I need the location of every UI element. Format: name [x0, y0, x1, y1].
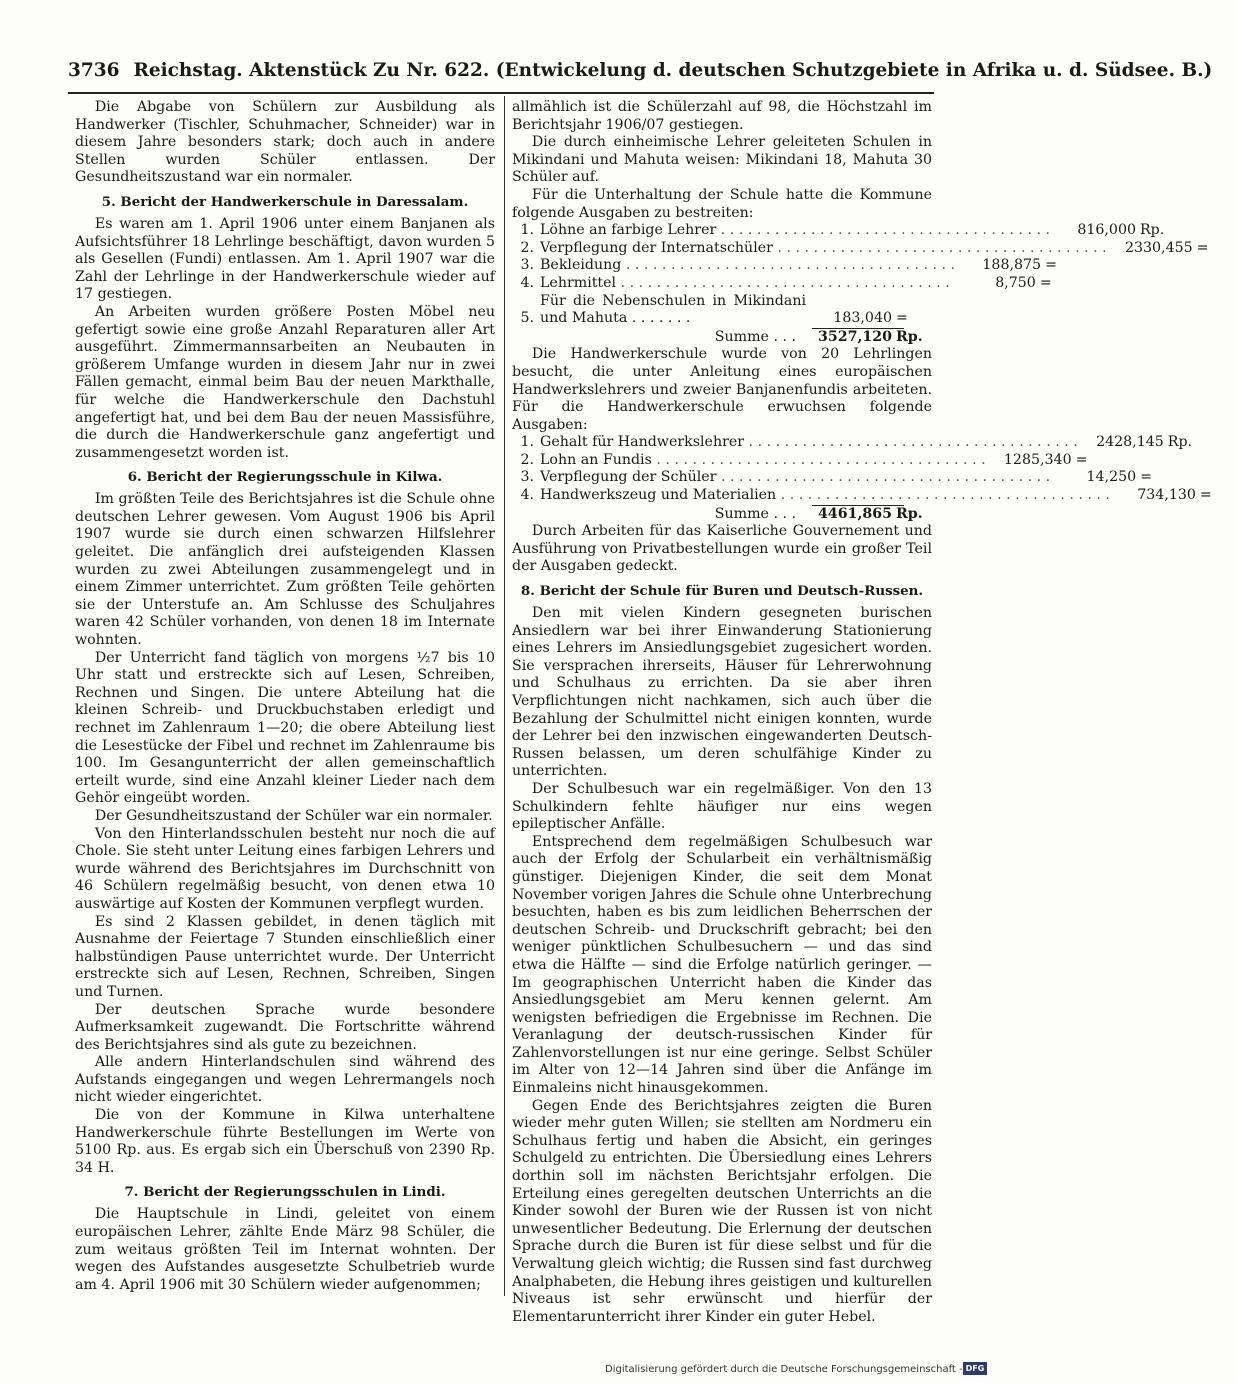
item-amount: 14,250 [1086, 469, 1137, 486]
item-label: Gehalt für Handwerkslehrer . . . [540, 434, 1078, 452]
paragraph: Es waren am 1. April 1906 unter einem Banjanen als Aufsichtsführer 18 Lehrlinge beschäftigt, davon wurden 5 als Gesellen (Fundi) entlassen. Am 1. April 1907 war die Zahl der Lehrlinge in der Handwerkerschule wieder auf 17 gestiegen. [75, 215, 495, 303]
paragraph: Der Schulbesuch war ein regelmäßiger. Von den 13 Schulkindern fehlte häufiger nur eins wegen epileptischer Anfälle. [512, 780, 932, 833]
expense-row [512, 222, 1165, 240]
expense-row [512, 274, 1052, 293]
paragraph: allmählich ist die Schülerzahl auf 98, die Höchstzahl im Berichtsjahr 1906/07 gestiegen. [512, 99, 932, 133]
column-divider [504, 96, 505, 1296]
item-amount: 188,875 [982, 257, 1042, 274]
item-unit: = [1140, 469, 1153, 486]
item-label: Für die Nebenschulen in Mikindani und Mahuta . . . . . . . [540, 292, 806, 327]
section-heading: 7. Bericht der Regierungsschulen in Lindi. [124, 1184, 446, 1201]
page-number: 3736 [68, 60, 120, 81]
expense-row [512, 434, 1193, 452]
expense-row [512, 257, 1057, 275]
paragraph: Der deutschen Sprache wurde besondere Aufmerksamkeit zugewandt. Die Fortschritte während des Berichtsjahres sind als gute zu bezeichnen. [75, 1001, 495, 1053]
sum-unit: Rp. [896, 505, 923, 522]
item-number: 3. [520, 257, 534, 274]
paragraph: Den mit vielen Kindern gesegneten burischen Ansiedlern war bei ihrer Einwanderung Stationierung eines Lehrers im Ansiedlungsgebiet zugesichert worden. Sie versprachen ihrerseits, Häuser für Lehrerwohnung und Schulhaus zu errichten. Da sie aber ihren Verpflichtungen nicht nachkamen, sich auch über die Bezahlung der Schulmittel nicht einigen konnten, wurde der Lehrer bei den inzwischen eingewanderten Deutsch-Russen belassen, um deren schulfähige Kinder zu unterrichten. [512, 605, 932, 780]
item-amount: 1285,340 [1003, 451, 1072, 468]
item-unit: = [1075, 451, 1088, 468]
expense-list-workshop [512, 434, 1212, 523]
item-amount: 183,040 [833, 310, 892, 327]
item-unit: = [1045, 257, 1057, 274]
item-label: Handwerkszeug und Materialien . . . [540, 487, 1110, 505]
item-unit: = [1196, 239, 1209, 256]
paragraph: Gegen Ende des Berichtsjahres zeigten die Buren wieder mehr guten Willen; sie stellten am Nordmeru ein Schulhaus fertig und haben die Absicht, ein geringes Schulgeld zu entrichten. Die Übersiedlung eines Lehrers dorthin soll im nächsten Berichtsjahr erfolgen. Die Erteilung eines geregelten deutschen Unterrichts an die Kinder sowohl der Buren wie der Russen ist von nicht unwesentlicher Bedeutung. Die Erlernung der deutschen Sprache durch die Buren ist für diese selbst und für die Verwaltung gleich wichtig; die Russen sind fast durchweg Analphabeten, die Hebung ihres geistigen und kulturellen Niveaus ist sehr erwünscht und hierfür der Elementarunterricht ihrer Kinder ein guter Hebel. [512, 1097, 932, 1325]
paragraph: Die durch einheimische Lehrer geleiteten Schulen in Mikindani und Mahuta weisen: Mikindani 18, Mahuta 30 Schüler auf. [512, 134, 932, 186]
right-column [512, 99, 1212, 1326]
item-number: 2. [520, 239, 534, 256]
section-heading: 6. Bericht der Regierungsschule in Kilwa. [127, 469, 443, 486]
sum-label: Summe . . . [714, 505, 796, 522]
paragraph: Der Unterricht fand täglich von morgens ½7 bis 10 Uhr statt und erstreckte sich auf Lesen, Schreiben, Rechnen und Singen. Die untere Abteilung hat die kleinen Schreib- und Druckbuchstaben erledigt und rechnet im Zahlenraum 1—20; die obere Abteilung liest die Lesestücke der Fibel und rechnet im Zahlenraume bis 100. Im Gesangunterricht der allen gemeinschaftlich erteilt wurde, sind eine Anzahl kleiner Lieder nach dem Gehör eingeübt worden. [75, 649, 495, 807]
item-label: Bekleidung . . . [540, 257, 955, 275]
item-unit: = [896, 310, 908, 327]
sum-unit: Rp. [896, 328, 923, 345]
paragraph: Entsprechend dem regelmäßigen Schulbesuch war auch der Erfolg der Schularbeit ein verhältnismäßig günstiger. Diejenigen Kinder, die seit dem Monat November vorigen Jahres die Schule ohne Unterbrechung besuchten, haben es bis zum leidlichen Beherrschen der deutschen Schreib- und Druckschrift gebracht; bei den weniger pünktlichen Schulbesuchern — und das sind etwa die Hälfte — sind die Erfolge natürlich geringer. — Im geographischen Unterricht haben die Kinder das Ansiedlungsgebiet am Meru kennen gelernt. Am wenigsten befriedigen die Ergebnisse im Rechnen. Die Veranlagung der deutsch-russischen Kinder für Zahlenvorstellungen ist nur eine geringe. Selbst Schüler im Alter von 12—14 Jahren sind über die Anfänge im Einmaleins nicht hinausgekommen. [512, 833, 932, 1097]
item-number: 1. [520, 434, 534, 451]
item-label: Verpflegung der Schüler . . . [540, 469, 1050, 487]
header-rule [68, 92, 934, 94]
item-amount: 8,750 [995, 274, 1036, 291]
paragraph: Im größten Teile des Berichtsjahres ist die Schule ohne deutschen Lehrer gewesen. Vom August 1906 bis April 1907 wurde sie durch einen schwarzen Hilfslehrer geleitet. Die anfänglich drei aufsteigenden Klassen wurden zu zwei Abteilungen zusammengelegt und in einem Zimmer unterrichtet. Zum größten Teile gehörten sie der Unterstufe an. Am Schlusse des Schuljahres waren 42 Schüler vorhanden, von denen 18 im Internate wohnten. [75, 491, 495, 649]
sum-amount: 3527,120 [817, 328, 892, 345]
section-heading: 8. Bericht der Schule für Buren und Deutsch-Russen. [520, 583, 924, 600]
item-label: Löhne an farbige Lehrer . . . [540, 222, 1050, 240]
expense-list-school [512, 222, 1209, 346]
sum-row [512, 329, 932, 347]
paragraph: Alle andern Hinterlandschulen sind während des Aufstands eingegangen und wegen Lehrermangels noch nicht wieder eingerichtet. [75, 1054, 495, 1106]
item-unit: = [1199, 487, 1212, 504]
paragraph: Es sind 2 Klassen gebildet, in denen täglich mit Ausnahme der Feiertage 7 Stunden einschließlich einer halbstündigen Pause unterrichtet wurde. Der Unterricht erstreckte sich auf Lesen, Rechnen, Schreiben, Singen und Turnen. [75, 913, 495, 1000]
item-amount: 734,130 [1137, 487, 1196, 504]
item-number: 2. [520, 451, 534, 468]
paragraph: Die Handwerkerschule wurde von 20 Lehrlingen besucht, die unter Anleitung eines europäischen Handwerkslehrers und zweier Banjanenfundis arbeiteten. Für die Handwerkerschule erwuchsen folgende Ausgaben: [512, 346, 932, 433]
paragraph: Die von der Kommune in Kilwa unterhaltene Handwerkerschule führte Bestellungen im Werte von 5100 Rp. aus. Es ergab sich ein Überschuß von 2390 Rp. 34 H. [75, 1107, 495, 1176]
paragraph: An Arbeiten wurden größere Posten Möbel neu gefertigt sowie eine große Anzahl Reparaturen aller Art ausgeführt. Zimmermannsarbeiten an Neubauten in größerem Umfange wurden in diesem Jahr nur in zwei Fällen gemacht, einmal beim Bau der neuen Markthalle, für welche die Handwerkerschule den Dachstuhl angefertigt hat, und bei dem Bau der neuen Massisführe, die durch die Handwerkerschule ganz angefertigt und zusammengesetzt worden ist. [75, 303, 495, 461]
paragraph: Die Hauptschule in Lindi, geleitet von einem europäischen Lehrer, zählte Ende März 98 Schüler, die zum weitaus größten Teil im Internat wohnten. Der wegen des Aufstandes ausgesetzte Schulbetrieb wurde am 4. April 1906 mit 30 Schülern wieder aufgenommen; [75, 1206, 495, 1293]
item-number: 4. [520, 487, 534, 504]
item-unit: Rp. [1167, 434, 1193, 451]
digitization-credit: Digitalisierung gefördert durch die Deutsche Forschungsgemeinschaft - [605, 1364, 963, 1375]
left-column [75, 99, 495, 1294]
item-number: 1. [520, 222, 534, 239]
sum-amount: 4461,865 [817, 505, 892, 522]
sum-row [512, 506, 932, 524]
expense-row [512, 487, 1212, 505]
item-label: Verpflegung der Internatschüler . . . [540, 240, 1107, 258]
section-heading: 5. Bericht der Handwerkerschule in Daressalam. [101, 193, 469, 210]
item-unit: = [1039, 274, 1052, 291]
paragraph: Durch Arbeiten für das Kaiserliche Gouvernement und Ausführung von Privatbestellungen wurde ein großer Teil der Ausgaben gedeckt. [512, 523, 932, 575]
item-number: 3. [520, 469, 534, 486]
item-number: 4. [520, 274, 534, 291]
paragraph: Für die Unterhaltung der Schule hatte die Kommune folgende Ausgaben zu bestreiten: [512, 186, 932, 221]
expense-row [512, 293, 932, 328]
running-title: Reichstag. Aktenstück Zu Nr. 622. (Entwickelung d. deutschen Schutzgebiete in Afrika u. d. Südsee. B.) [133, 60, 1213, 81]
item-amount: 2428,145 [1096, 434, 1164, 451]
paragraph: Von den Hinterlandsschulen besteht nur noch die auf Chole. Sie steht unter Leitung eines farbigen Lehrers und wurde während des Berichtsjahres im Durchschnitt von 46 Schülern regelmäßig besucht, von denen etwa 10 auswärtige auf Kosten der Kommunen verpflegt wurden. [75, 825, 495, 912]
paragraph: Die Abgabe von Schülern zur Ausbildung als Handwerker (Tischler, Schuhmacher, Schneider) war in diesem Jahre besonders stark; doch auch in andere Stellen wurden Schüler entlassen. Der Gesundheitszustand war ein normaler. [75, 99, 495, 186]
expense-row [512, 451, 1088, 470]
expense-row [512, 469, 1153, 487]
item-amount: 2330,455 [1124, 239, 1193, 256]
sum-label: Summe . . . [714, 328, 796, 345]
item-number: 5. [520, 310, 534, 327]
item-label: Lehrmittel . . . [540, 275, 950, 293]
page-header [68, 60, 1213, 90]
item-unit: Rp. [1140, 222, 1165, 239]
item-label: Lohn an Fundis . . . [540, 452, 986, 470]
dfg-logo: DFG [963, 1362, 987, 1375]
item-amount: 816,000 [1077, 222, 1136, 239]
paragraph: Der Gesundheitszustand der Schüler war ein normaler. [94, 807, 493, 824]
expense-row [512, 239, 1209, 258]
